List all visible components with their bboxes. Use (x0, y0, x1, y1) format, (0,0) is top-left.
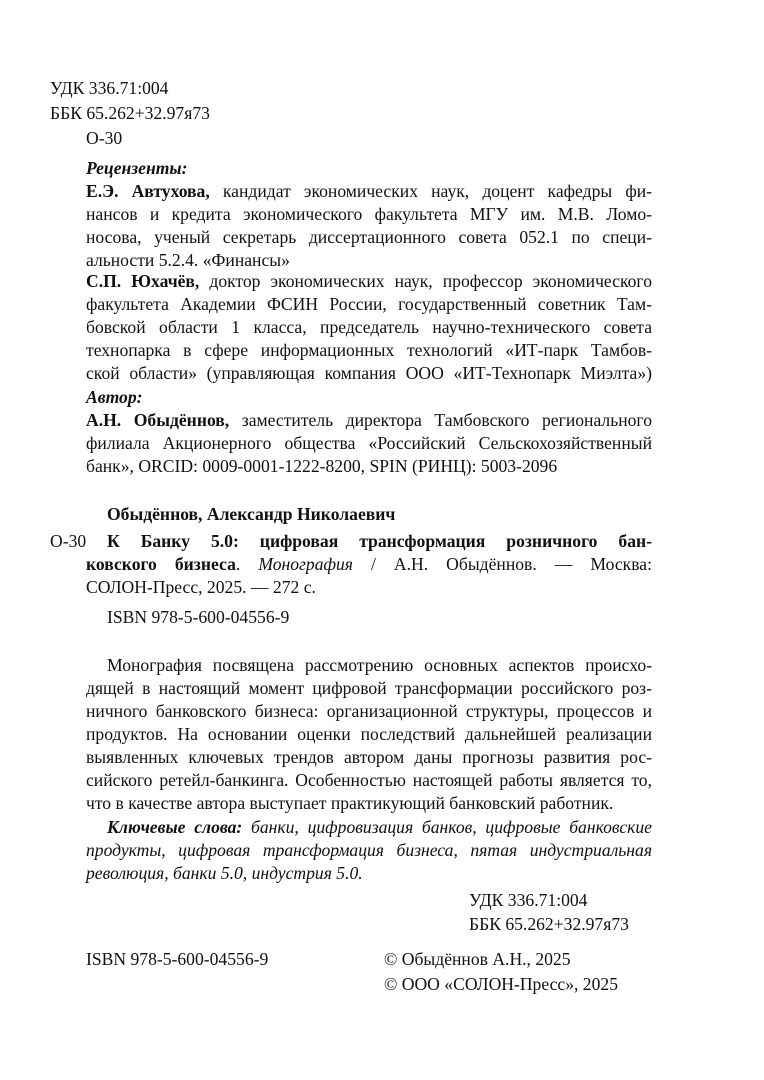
catalog-genre: Монография (258, 554, 353, 574)
abstract-line: Монография посвящена рассмотрению основных аспектов происхо- (107, 655, 652, 675)
reviewer-2-text: доктор экономических наук, профессор экономического (199, 271, 653, 291)
keywords-text: банки, цифровизация банков, цифровые банковские (242, 817, 652, 837)
author-heading: Автор: (86, 387, 143, 407)
keywords-line: продукты, цифровая трансформация бизнеса, пятая индустриальная (86, 840, 652, 860)
abstract-line: ничного банковского бизнеса: организационной структуры, процессов и (86, 701, 652, 721)
catalog-publication: / А.Н. Обыдённов. — Москва: (352, 554, 652, 574)
udk-code-bottom: УДК 336.71:004 (469, 890, 588, 910)
reviewer-2-name: С.П. Юхачёв, (86, 271, 200, 291)
reviewer-1-line (86, 180, 652, 202)
catalog-imprint: СОЛОН-Пресс, 2025. — 272 с. (86, 577, 316, 597)
author-line (86, 409, 652, 431)
catalog-title-end: ковского бизнеса (86, 554, 236, 574)
keywords-line: революция, банки 5.0, индустрия 5.0. (86, 863, 363, 883)
catalog-title-line: К Банку 5.0: цифровая трансформация розничного бан- (107, 531, 652, 551)
copyright-author: © Обыдённов А.Н., 2025 (384, 949, 571, 969)
catalog-author: Обыдённов, Александр Николаевич (107, 504, 396, 524)
reviewer-2-line: бовской области 1 класса, председатель научно-технического совета (86, 317, 652, 337)
reviewer-1-text: кандидат экономических наук, доцент кафедры фи- (209, 181, 652, 201)
abstract-line: дящей в настоящий момент цифровой трансформации российского роз- (86, 678, 652, 698)
author-mark: О-30 (86, 128, 123, 148)
catalog-code: О-30 (50, 531, 87, 551)
keywords-line (107, 816, 652, 838)
reviewer-2-line: технопарка в сфере информационных технологий «ИТ-парк Тамбов- (86, 340, 652, 360)
abstract-line: сийского ретейл-банкинга. Особенностью настоящей работы является то, (86, 770, 652, 790)
author-text: заместитель директора Тамбовского регионального (229, 410, 653, 430)
copyright-publisher: © ООО «СОЛОН-Пресс», 2025 (384, 974, 618, 994)
author-line: филиала Акционерного общества «Российский Сельскохозяйственный (86, 433, 652, 453)
catalog-separator: . (235, 554, 259, 574)
catalog-isbn: ISBN 978-5-600-04556-9 (107, 607, 290, 627)
keywords-label: Ключевые слова: (107, 817, 243, 837)
author-line: банк», ORCID: 0009-0001-1222-8200, SPIN (РИНЦ): 5003-2096 (86, 456, 558, 476)
abstract-line: что в качестве автора выступает практикующий банковский работник. (86, 793, 614, 813)
udk-code: УДК 336.71:004 (50, 78, 169, 98)
bbk-code: ББК 65.262+32.97я73 (50, 103, 210, 123)
bbk-code-bottom: ББК 65.262+32.97я73 (469, 914, 629, 934)
author-name: А.Н. Обыдённов, (86, 410, 230, 430)
reviewer-1-line: нансов и кредита экономического факультета МГУ им. М.В. Ломо- (86, 204, 652, 224)
abstract-line: выявленных ключевых трендов автором даны прогнозы развития рос- (86, 747, 652, 767)
reviewer-2-line: ской области» (управляющая компания ООО «ИТ-Технопарк Миэлта») (86, 363, 652, 383)
abstract-line: продуктов. На основании оценки последствий дальнейшей реализации (86, 724, 652, 744)
reviewer-1-name: Е.Э. Автухова, (86, 181, 210, 201)
catalog-title-line (86, 553, 652, 575)
reviewers-heading: Рецензенты: (86, 158, 188, 178)
reviewer-1-line: носова, ученый секретарь диссертационного совета 052.1 по специ- (86, 227, 652, 247)
reviewer-2-line (86, 270, 652, 292)
reviewer-2-line: факультета Академии ФСИН России, государственный советник Там- (86, 294, 652, 314)
reviewer-1-line: альности 5.2.4. «Финансы» (86, 250, 290, 270)
footer-isbn: ISBN 978-5-600-04556-9 (86, 949, 269, 969)
